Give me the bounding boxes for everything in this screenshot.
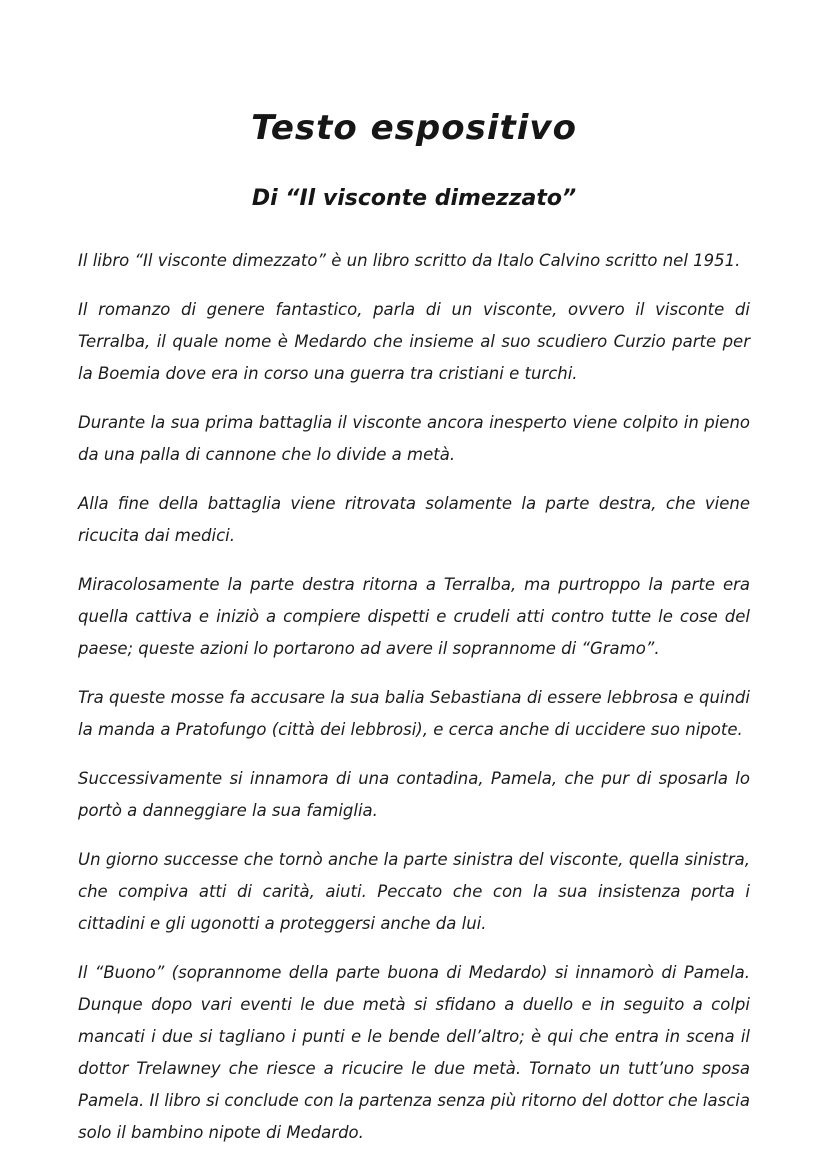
document-body [78, 245, 750, 1149]
paragraph: Successivamente si innamora di una contadina, Pamela, che pur di sposarla lo portò a danneggiare la sua famiglia. [78, 769, 750, 820]
paragraph: Il romanzo di genere fantastico, parla di un visconte, ovvero il visconte di Terralba, il quale nome è Medardo che insieme al suo scudiero Curzio parte per la Boemia dove era in corso una guerra tra cristiani e turchi. [78, 300, 750, 383]
paragraph: Il libro “Il visconte dimezzato” è un libro scritto da Italo Calvino scritto nel 1951. [78, 251, 741, 270]
paragraph: Un giorno successe che tornò anche la parte sinistra del visconte, quella sinistra, che compiva atti di carità, aiuti. Peccato che con la sua insistenza porta i cittadini e gli ugonotti a proteggersi anche da lui. [78, 850, 750, 933]
paragraph: Alla fine della battaglia viene ritrovata solamente la parte destra, che viene ricucita dai medici. [78, 494, 750, 545]
document-subtitle: Di “Il visconte dimezzato” [251, 186, 577, 211]
paragraph: Miracolosamente la parte destra ritorna a Terralba, ma purtroppo la parte era quella cattiva e iniziò a compiere dispetti e crudeli atti contro tutte le cose del paese; queste azioni lo portarono ad avere il soprannome di “Gramo”. [78, 575, 750, 658]
paragraph: Tra queste mosse fa accusare la sua balia Sebastiana di essere lebbrosa e quindi la manda a Pratofungo (città dei lebbrosi), e cerca anche di uccidere suo nipote. [78, 688, 750, 739]
document-title: Testo espositivo [251, 108, 577, 148]
paragraph: Il “Buono” (soprannome della parte buona di Medardo) si innamorò di Pamela. Dunque dopo vari eventi le due metà si sfidano a duello e in seguito a colpi mancati i due si tagliano i punti e le bende dell’altro; è qui che entra in scena il dottor Trelawney che riesce a ricucire le due metà. Tornato un tutt’uno sposa Pamela. Il libro si conclude con la partenza senza più ritorno del dottor che lascia solo il bambino nipote di Medardo. [78, 963, 750, 1142]
paragraph: Durante la sua prima battaglia il visconte ancora inesperto viene colpito in pieno da una palla di cannone che lo divide a metà. [78, 413, 750, 464]
